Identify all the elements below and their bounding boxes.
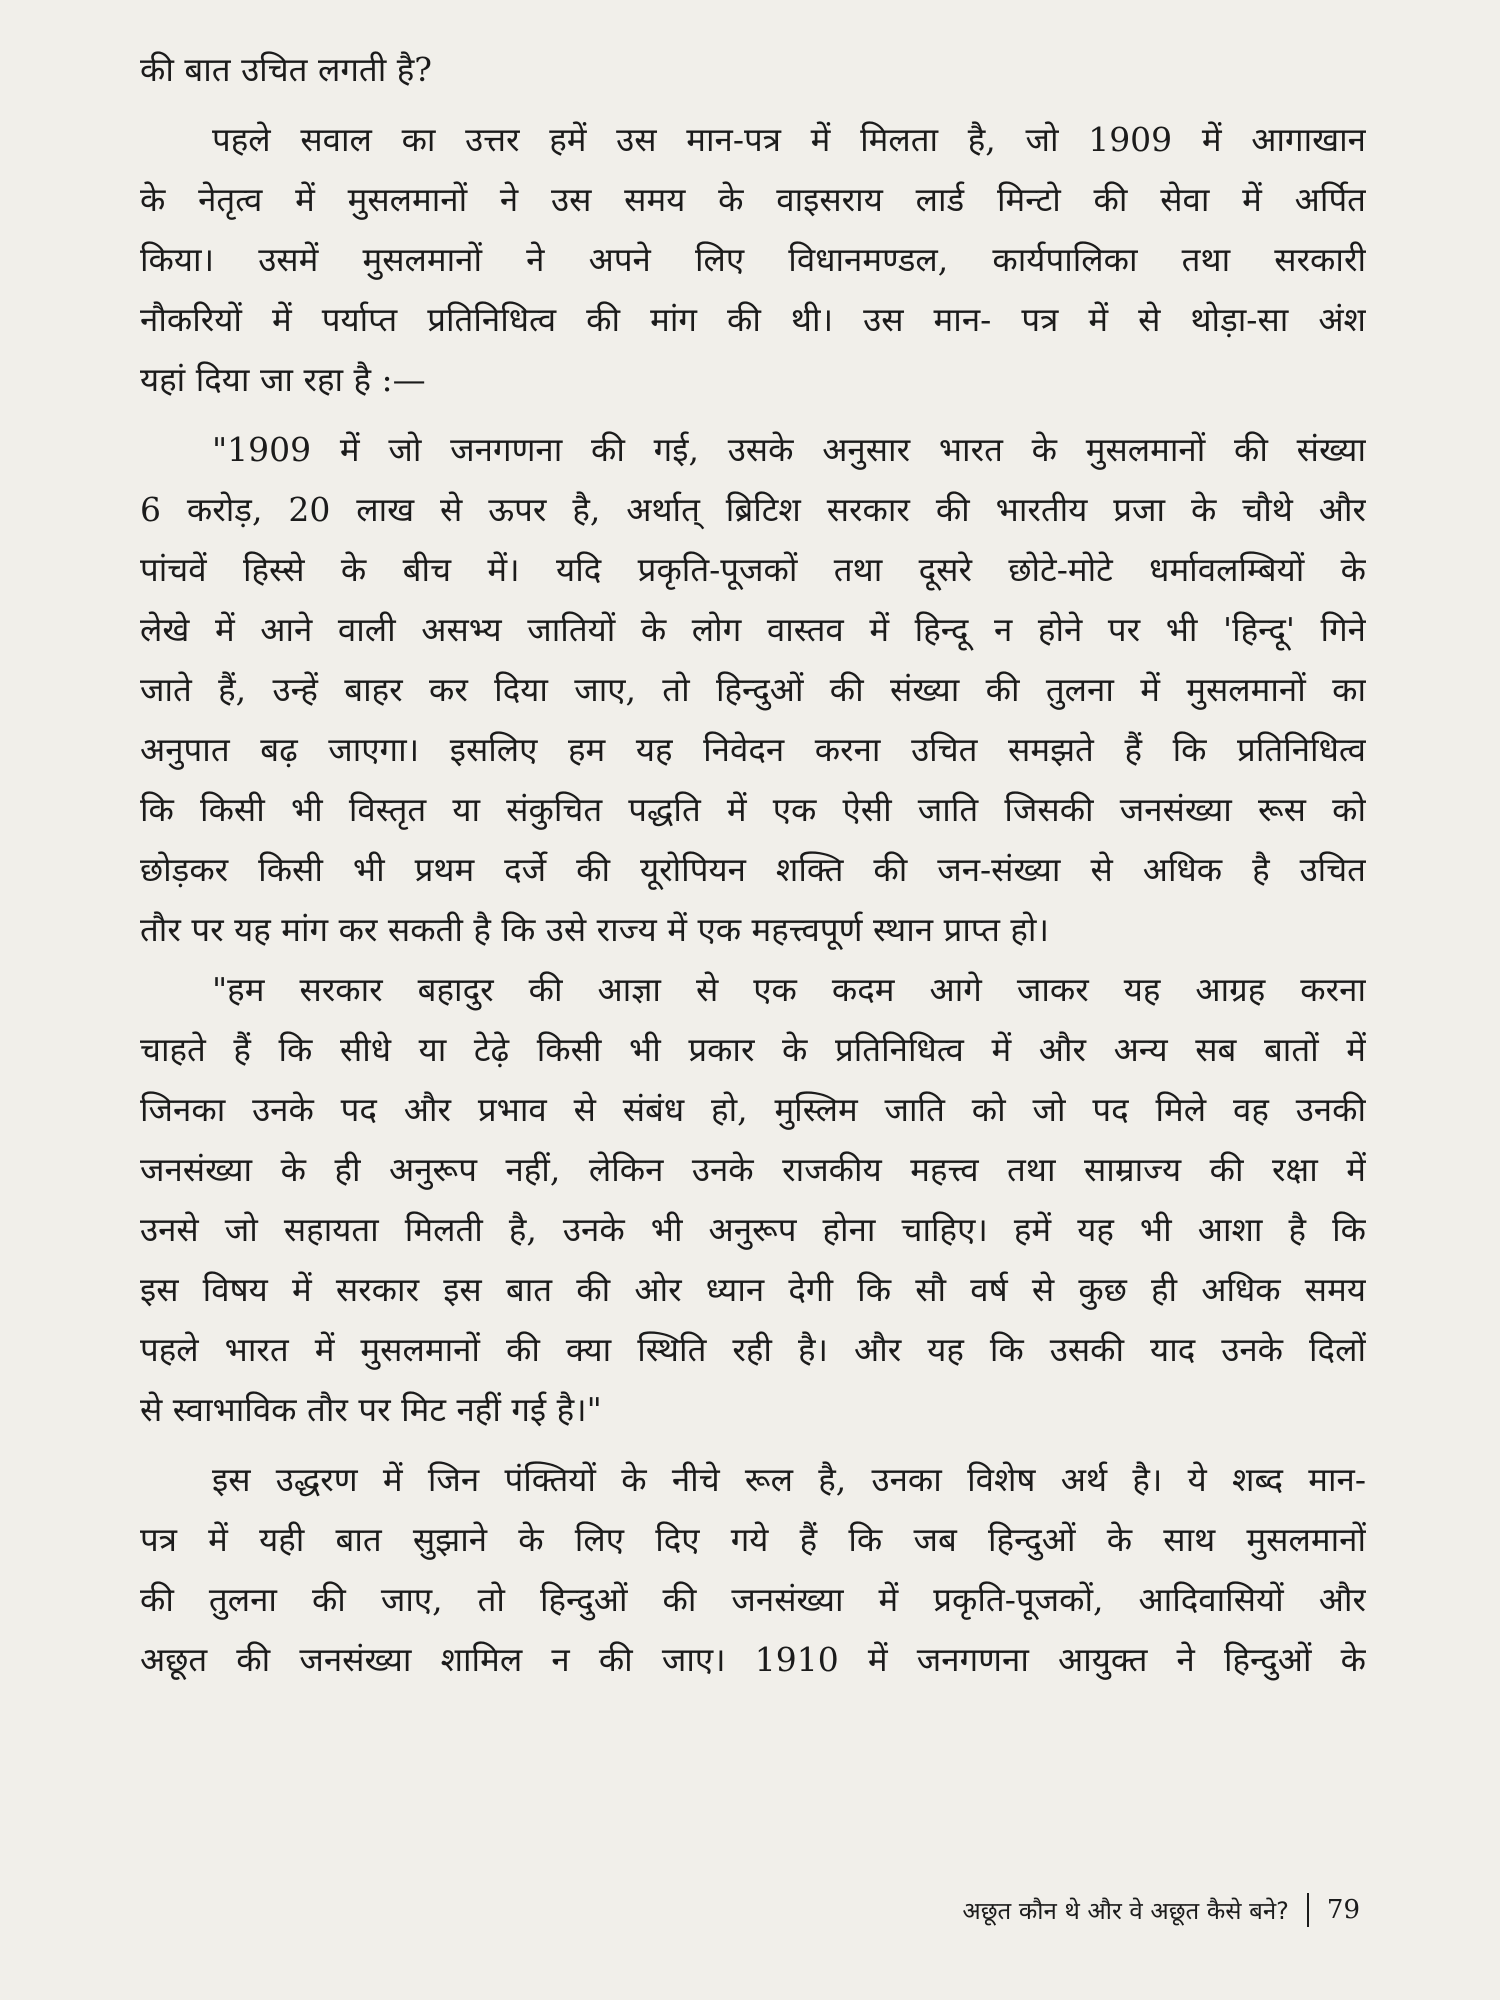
text-line: किया। उसमें मुसलमानों ने अपने लिए विधानमण्डल, कार्यपालिका तथा सरकारी (140, 240, 1366, 279)
text-line: पहले सवाल का उत्तर हमें उस मान-पत्र में मिलता है, जो 1909 में आगाखान (212, 120, 1366, 159)
footer-divider (1307, 1893, 1309, 1927)
text-line: 6 करोड़, 20 लाख से ऊपर है, अर्थात् ब्रिटिश सरकार की भारतीय प्रजा के चौथे और (140, 490, 1366, 529)
text-line: नौकरियों में पर्याप्त प्रतिनिधित्व की मांग की थी। उस मान- पत्र में से थोड़ा-सा अंश (140, 300, 1366, 339)
text-line: इस उद्धरण में जिन पंक्तियों के नीचे रूल है, उनका विशेष अर्थ है। ये शब्द मान- (212, 1460, 1366, 1499)
text-line: कि किसी भी विस्तृत या संकुचित पद्धति में एक ऐसी जाति जिसकी जनसंख्या रूस को (140, 790, 1366, 829)
text-line: जिनका उनके पद और प्रभाव से संबंध हो, मुस्लिम जाति को जो पद मिले वह उनकी (140, 1090, 1366, 1129)
text-line: से स्वाभाविक तौर पर मिट नहीं गई है।" (140, 1390, 602, 1429)
text-line: पत्र में यही बात सुझाने के लिए दिए गये हैं कि जब हिन्दुओं के साथ मुसलमानों (140, 1520, 1366, 1559)
text-line: अनुपात बढ़ जाएगा। इसलिए हम यह निवेदन करना उचित समझते हैं कि प्रतिनिधित्व (140, 730, 1366, 769)
text-line: के नेतृत्व में मुसलमानों ने उस समय के वाइसराय लार्ड मिन्टो की सेवा में अर्पित (140, 180, 1366, 219)
text-line: यहां दिया जा रहा है :— (140, 360, 426, 399)
text-line: छोड़कर किसी भी प्रथम दर्जे की यूरोपियन शक्ति की जन-संख्या से अधिक है उचित (140, 850, 1366, 889)
text-line: पहले भारत में मुसलमानों की क्या स्थिति रही है। और यह कि उसकी याद उनके दिलों (140, 1330, 1366, 1369)
text-line: की बात उचित लगती है? (140, 50, 432, 89)
page-body (140, 40, 1366, 1920)
text-line: "हम सरकार बहादुर की आज्ञा से एक कदम आगे जाकर यह आग्रह करना (212, 970, 1366, 1009)
footer-book-title: अछूत कौन थे और वे अछूत कैसे बने? (962, 1896, 1289, 1925)
text-line: जाते हैं, उन्हें बाहर कर दिया जाए, तो हिन्दुओं की संख्या की तुलना में मुसलमानों का (140, 670, 1366, 709)
text-line: पांचवें हिस्से के बीच में। यदि प्रकृति-पूजकों तथा दूसरे छोटे-मोटे धर्मावलम्बियों के (140, 550, 1366, 589)
text-line: चाहते हैं कि सीधे या टेढ़े किसी भी प्रकार के प्रतिनिधित्व में और अन्य सब बातों में (140, 1030, 1366, 1069)
text-line: उनसे जो सहायता मिलती है, उनके भी अनुरूप होना चाहिए। हमें यह भी आशा है कि (140, 1210, 1366, 1249)
text-line: की तुलना की जाए, तो हिन्दुओं की जनसंख्या में प्रकृति-पूजकों, आदिवासियों और (140, 1580, 1366, 1619)
page-footer (900, 1880, 1360, 1940)
page-number: 79 (1326, 1895, 1360, 1925)
text-line: अछूत की जनसंख्या शामिल न की जाए। 1910 में जनगणना आयुक्त ने हिन्दुओं के (140, 1640, 1366, 1679)
text-line: तौर पर यह मांग कर सकती है कि उसे राज्य में एक महत्त्वपूर्ण स्थान प्राप्त हो। (140, 910, 1049, 949)
text-line: इस विषय में सरकार इस बात की ओर ध्यान देगी कि सौ वर्ष से कुछ ही अधिक समय (140, 1270, 1366, 1309)
text-line: "1909 में जो जनगणना की गई, उसके अनुसार भारत के मुसलमानों की संख्या (212, 430, 1366, 469)
text-line: लेखे में आने वाली असभ्य जातियों के लोग वास्तव में हिन्दू न होने पर भी 'हिन्दू' गिने (140, 610, 1366, 649)
text-line: जनसंख्या के ही अनुरूप नहीं, लेकिन उनके राजकीय महत्त्व तथा साम्राज्य की रक्षा में (140, 1150, 1366, 1189)
